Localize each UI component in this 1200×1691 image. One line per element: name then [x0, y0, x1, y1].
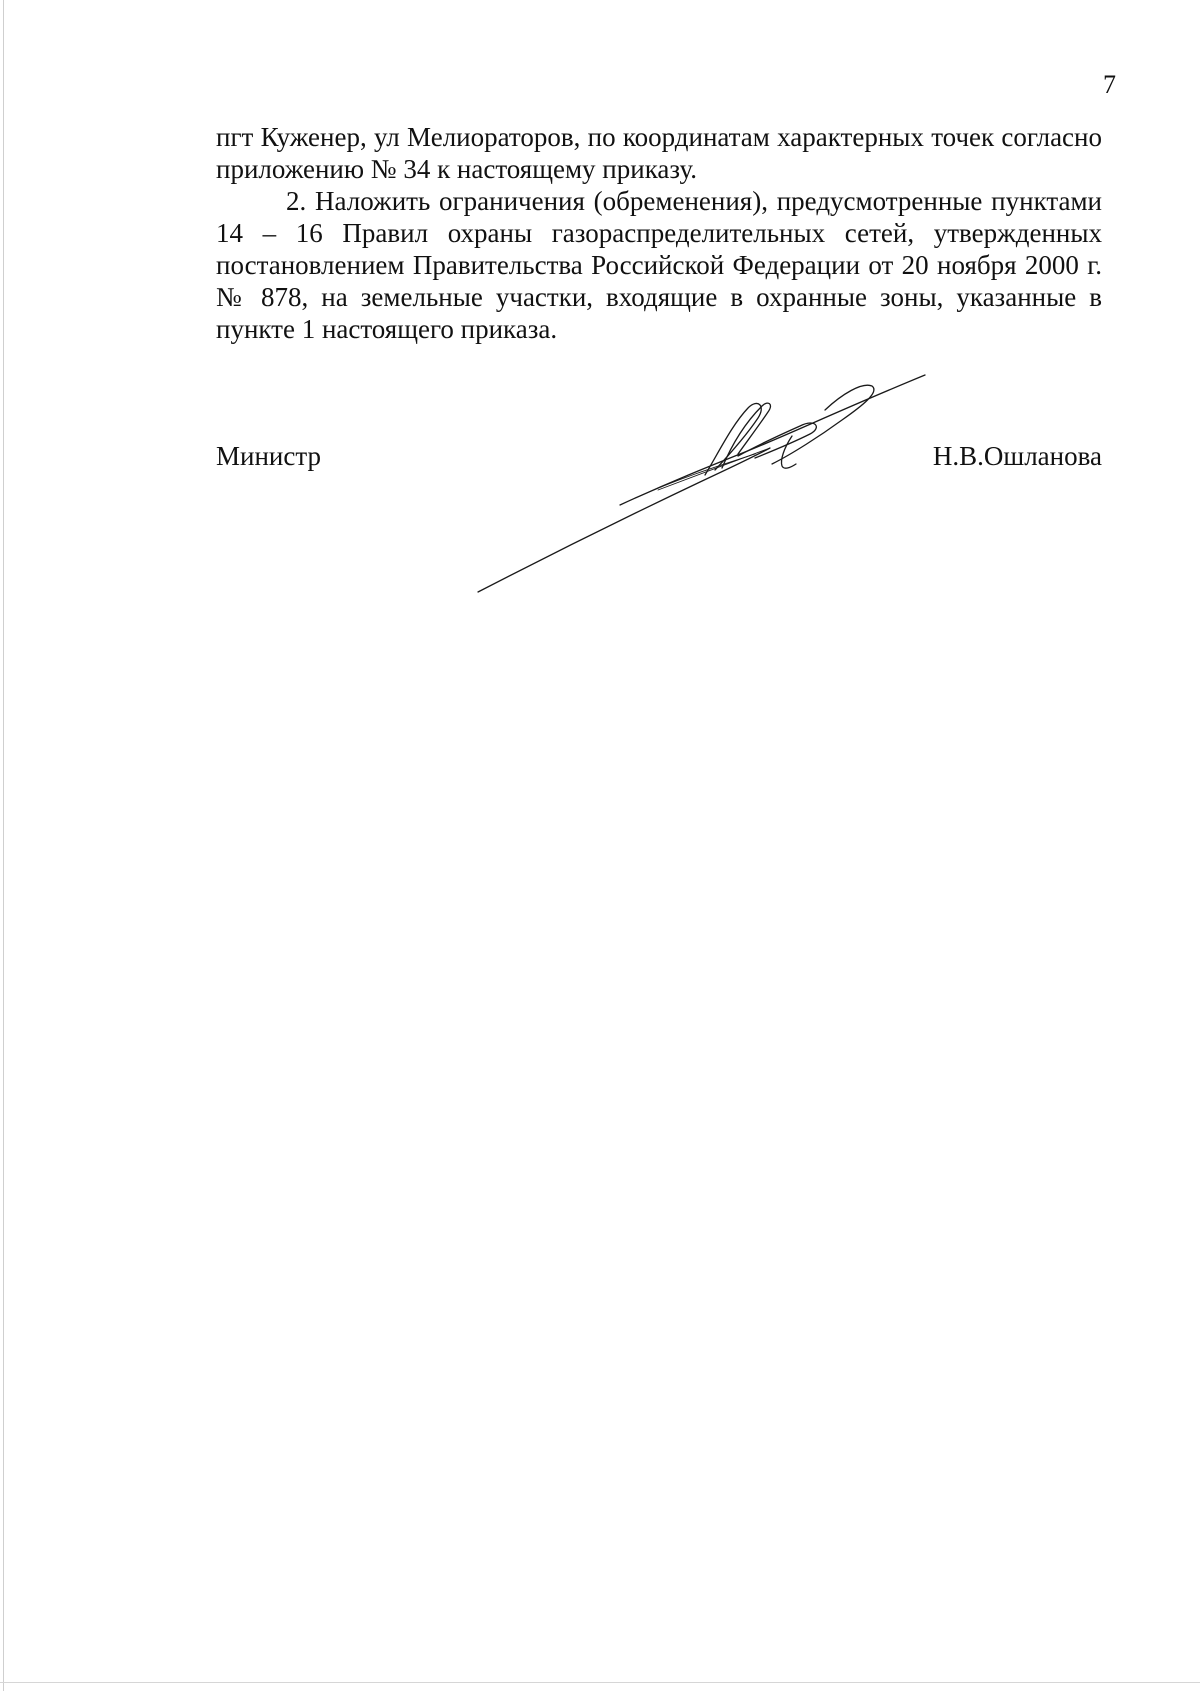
scan-edge-bottom: [0, 1682, 1200, 1683]
signatory-name: Н.В.Ошланова: [932, 441, 1102, 471]
page-number: 7: [1103, 70, 1116, 99]
paragraph-continuation: пгт Куженер, ул Мелиораторов, по координатам характерных точек согласно приложению № 34 к настоящему приказу.: [216, 122, 1102, 184]
handwritten-signature: [470, 370, 940, 600]
paragraph-item-2: 2. Наложить ограничения (обременения), предусмотренные пунктами 14 – 16 Правил охраны газораспределительных сетей, утвержденных постановлением Правительства Российской Федерации от 20 ноября 2000 г. № 878, на земельные участки, входящие в охранные зоны, указанные в пункте 1 настоящего приказа.: [216, 186, 1102, 344]
signatory-title: Министр: [216, 441, 321, 471]
body-text: [216, 121, 1102, 345]
scan-edge-left: [3, 0, 4, 1691]
